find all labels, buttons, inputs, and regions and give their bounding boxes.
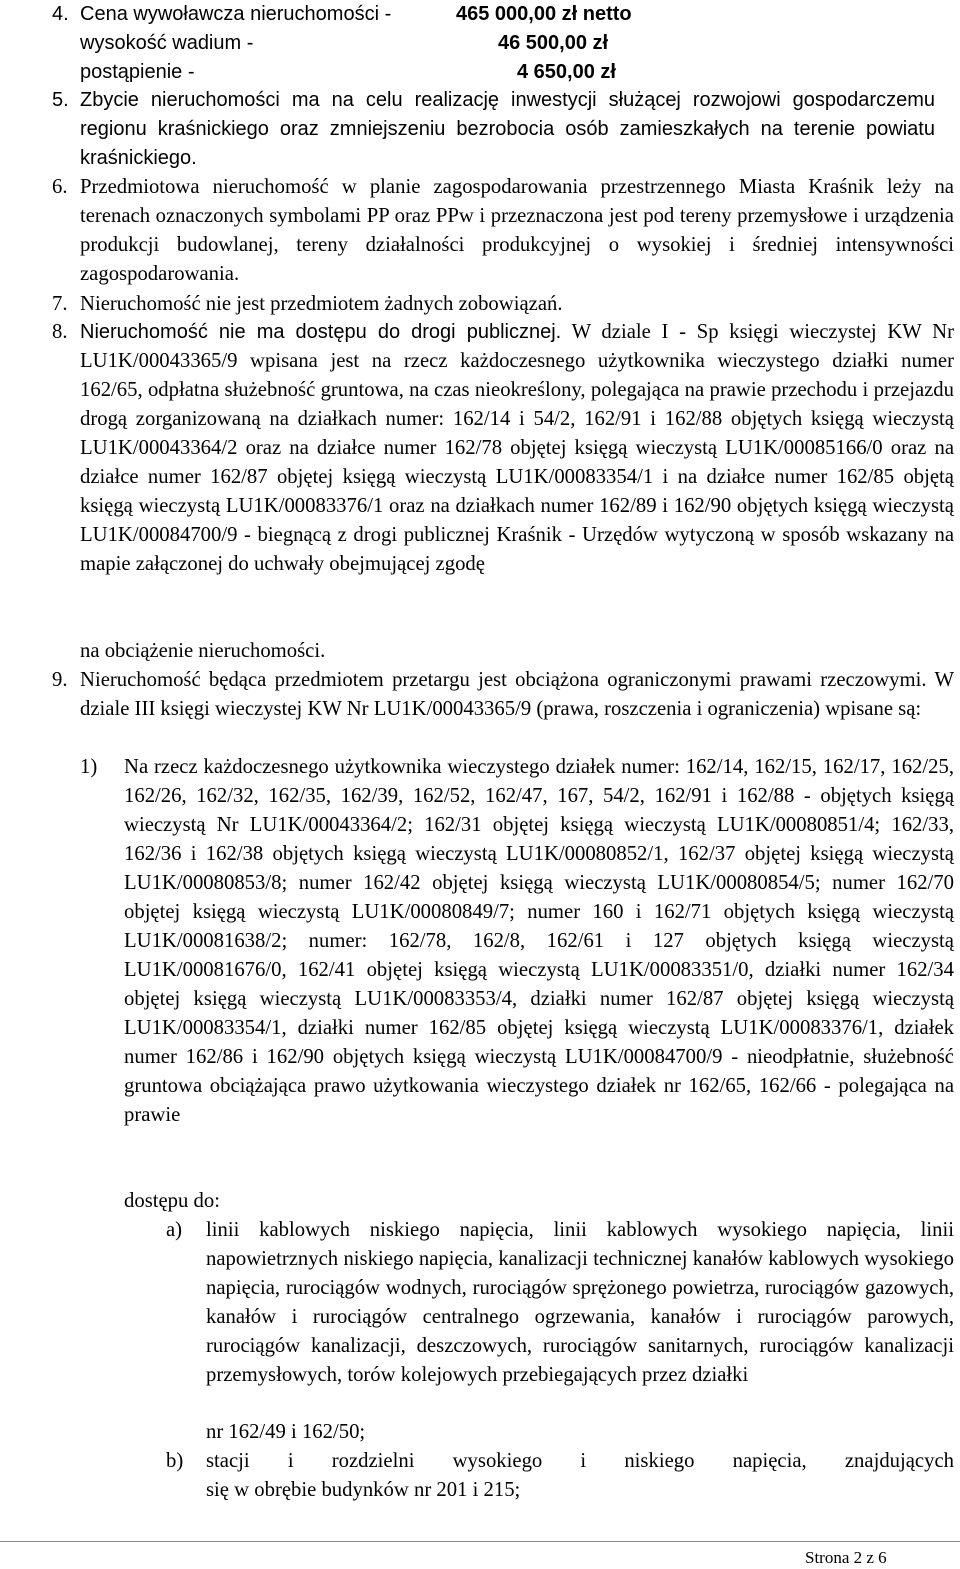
sub-a-text-tail: nr 162/49 i 162/50; <box>206 1421 366 1443</box>
sub-a-text: linii kablowych niskiego napięcia, linii kablowych wysokiego napięcia, linii napowietrznych niskiego napięcia, kanalizacji technicznej kanałów kablowych wysokiego napięcia, rurociągów wodnych, rurociągów sprężonego powietrza, rurociągów gazowych, kanałów i rurociągów centralnego ogrzewania, kanałów i rurociągów parowych, rurociągów kanalizacji, deszczowych, rurociągów sanitarnych, rurociągów kanalizacji przemysłowych, torów kolejowych przebiegających przez działki <box>206 1219 954 1386</box>
item-8-number: 8. <box>52 321 68 343</box>
footer-divider <box>0 1541 960 1542</box>
sub-1-text: Na rzecz każdoczesnego użytkownika wieczystego działek numer: 162/14, 162/15, 162/17, 162/25, 162/26, 162/32, 162/35, 162/39, 162/52, 162/47, 167, 54/2, 162/91 i 162/88 - objętych księgą wieczystą Nr LU1K/00043364/2; 162/31 objętej księgą wieczystą LU1K/00080851/4; 162/33, 162/36 i 162/38 objętych księgą wieczystą LU1K/00080852/1, 162/37 objętej księgą wieczystą LU1K/00080853/8; numer 162/42 objętej księgą wieczystą LU1K/00080854/5; numer 162/70 objętej księgą wieczystą LU1K/00080849/7; numer 160 i 162/71 objętych księgą wieczystą LU1K/00081638/2; numer: 162/78, 162/8, 162/61 i 127 objętych księgą wieczystą LU1K/00081676/0, 162/41 objętej księgą wieczystą LU1K/00083351/0, działki numer 162/34 objętej księgą wieczystą LU1K/00083353/4, działki numer 162/87 objętej księgą wieczystą LU1K/00083354/1, działki numer 162/85 objętej księgą wieczystą LU1K/00083376/1, działek numer 162/86 i 162/90 objętych księgą wieczystą LU1K/00084700/9 - nieodpłatnie, służebność gruntowa obciążająca prawo użytkowania wieczystego działek nr 162/65, 162/66 - polegająca na prawie <box>124 756 954 1126</box>
increment-value: 4 650,00 zł <box>517 61 616 83</box>
item-5-text: Zbycie nieruchomości ma na celu realizację inwestycji służącej rozwojowi gospodarczemu regionu kraśnickiego oraz zmniejszeniu bezrobocia osób zamieszkałych na terenie powiatu kraśnickiego. <box>80 89 935 169</box>
deposit-value: 46 500,00 zł <box>498 32 609 54</box>
item-9-text-serif: W dziale III księgi wieczystej KW Nr LU1K/00043365/9 (prawa, roszczenia i ograniczenia) wpisane są: <box>80 669 954 720</box>
item-6-text: Przedmiotowa nieruchomość w planie zagospodarowania przestrzennego Miasta Kraśnik leży na terenach oznaczonych symbolami PP oraz PPw i przeznaczona jest pod tereny przemysłowe i urządzenia produkcji budowlanej, tereny działalności produkcyjnej o wysokiej i średniej intensywności zagospodarowania. <box>80 176 954 285</box>
item-8-text-tail: na obciążenie nieruchomości. <box>80 640 326 662</box>
sub-a-number: a) <box>166 1219 183 1241</box>
item-9-number: 9. <box>52 669 68 691</box>
sub-1-number: 1) <box>80 756 98 778</box>
price-label: Cena wywoławcza nieruchomości - <box>80 3 392 25</box>
item-9-text-sans: Nieruchomość będąca przedmiotem przetargu jest obciążona ograniczonymi prawami rzeczowymi. <box>80 669 927 691</box>
item-8-text-serif: W dziale I - Sp księgi wieczystej KW Nr LU1K/00043365/9 wpisana jest na rzecz każdoczesnego użytkownika wieczystego działki numer 162/65, odpłatna służebność gruntowa, na czas nieokreślony, polegająca na prawie przechodu i przejazdu drogą zorganizowaną na działkach numer: 162/14 i 54/2, 162/91 i 162/88 objętych księgą wieczystą LU1K/00043364/2 oraz na działce numer 162/78 objętej księgą wieczystą LU1K/00085166/0 oraz na działce numer 162/87 objętej księgą wieczystą LU1K/00083354/1 i na działce numer 162/85 objętą księgą wieczystą LU1K/00083376/1 oraz na działkach numer 162/89 i 162/90 objętych księgą wieczystą LU1K/00084700/9 - biegnącą z drogi publicznej Kraśnik - Urzędów wytyczoną w sposób wskazany na mapie załączonej do uchwały obejmującej zgodę <box>80 321 954 575</box>
sub-1-text-tail: dostępu do: <box>124 1190 220 1212</box>
deposit-label: wysokość wadium - <box>80 32 254 54</box>
sub-b-number: b) <box>166 1450 184 1472</box>
item-8-text <box>80 318 954 579</box>
item-7-text: Nieruchomość nie jest przedmiotem żadnych zobowiązań. <box>80 293 563 315</box>
item-4-number: 4. <box>52 3 69 25</box>
item-5-number: 5. <box>52 89 69 111</box>
item-7-number: 7. <box>52 293 68 315</box>
item-8-text-sans: Nieruchomość nie ma dostępu do drogi publicznej. <box>80 321 562 343</box>
sub-b-text: stacji i rozdzielni wysokiego i niskiego napięcia, znajdujących <box>206 1450 954 1472</box>
price-value: 465 000,00 zł netto <box>456 3 632 25</box>
item-9-text <box>80 666 954 724</box>
item-6-number: 6. <box>52 176 68 198</box>
sub-b-text-tail: się w obrębie budynków nr 201 i 215; <box>206 1479 521 1501</box>
increment-label: postąpienie - <box>80 61 195 83</box>
page-number: Strona 2 z 6 <box>805 1548 887 1567</box>
